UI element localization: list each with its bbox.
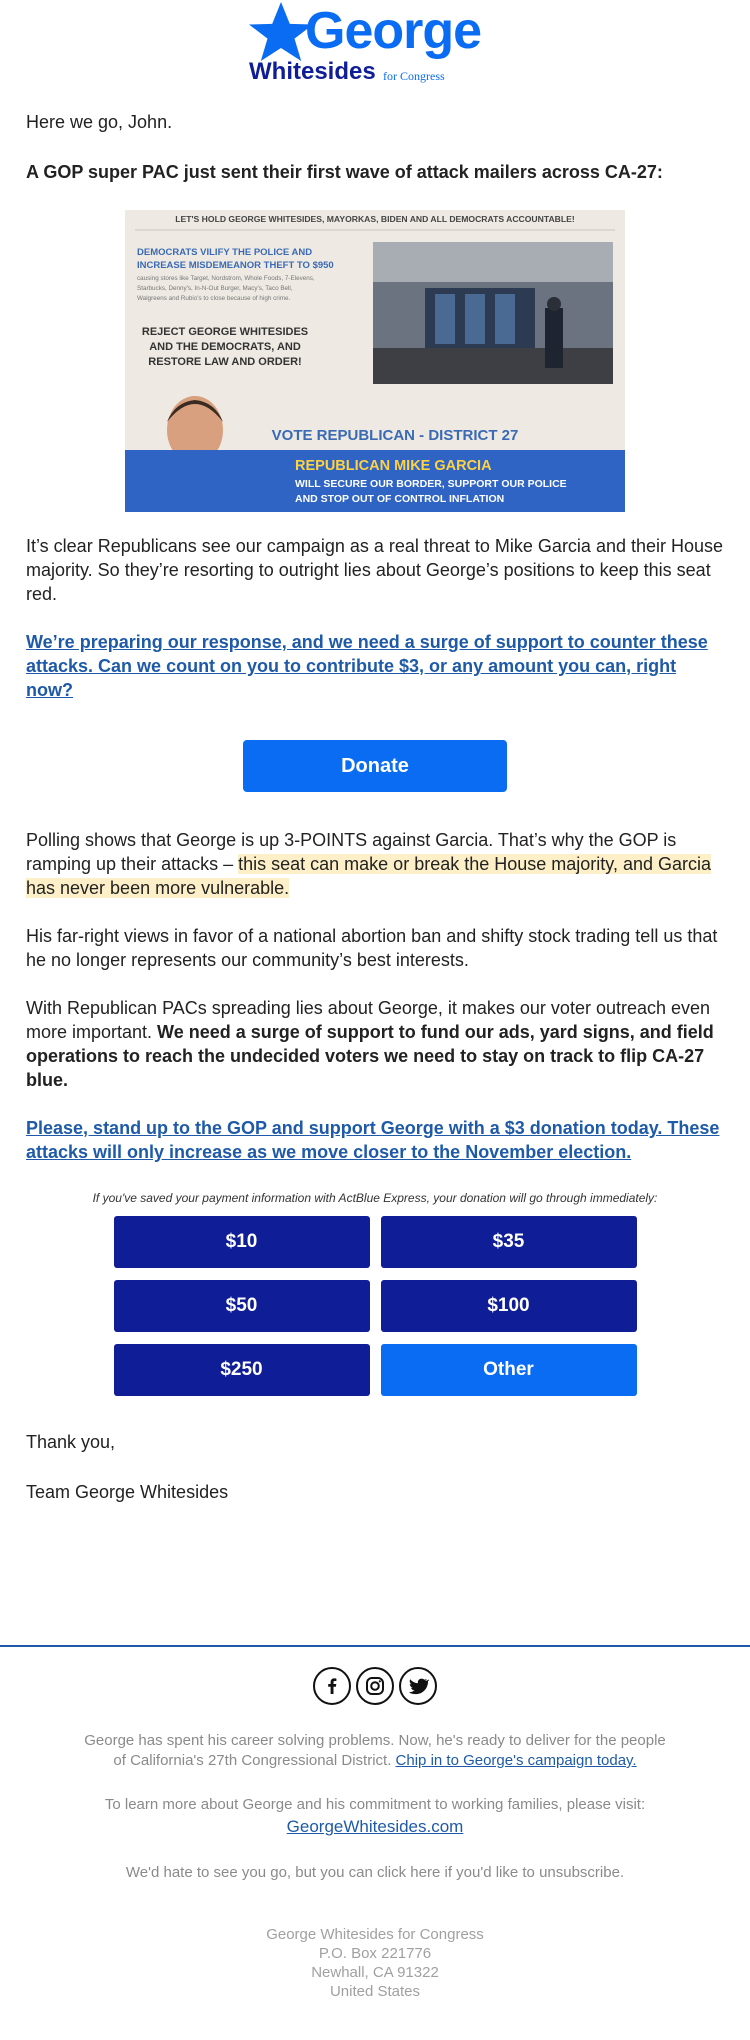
address-po-box: P.O. Box 221776 bbox=[318, 1945, 432, 1962]
address-city: Newhall, CA 91322 bbox=[311, 1964, 439, 1981]
logo-last-name: Whitesides bbox=[249, 58, 376, 85]
paragraph-polling bbox=[26, 828, 724, 900]
campaign-logo bbox=[0, 0, 750, 88]
amount-button-other[interactable]: Other bbox=[381, 1344, 637, 1396]
donation-appeal-link[interactable]: Please, stand up to the GOP and support George with a $3 donation today. These attacks will only increase as we move closer to the November election. bbox=[26, 1118, 720, 1162]
star-icon bbox=[249, 2, 313, 61]
amount-button-100[interactable]: $100 bbox=[381, 1280, 637, 1332]
amount-button-10[interactable]: $10 bbox=[114, 1216, 370, 1268]
logo-tagline: for Congress bbox=[383, 69, 445, 83]
chip-in-link[interactable]: Chip in to George's campaign today. bbox=[395, 1752, 637, 1769]
campaign-website-link[interactable]: GeorgeWhitesides.com bbox=[286, 1817, 464, 1836]
mailer-promise-1: WILL SECURE OUR BORDER, SUPPORT OUR POLICE bbox=[295, 478, 567, 490]
logo-first-name: George bbox=[305, 2, 482, 60]
contribute-link[interactable]: We’re preparing our response, and we need a surge of support to counter these attacks. Can we count on you to contribute $3, or any amount you can, right now? bbox=[26, 632, 708, 700]
email-footer bbox=[0, 1645, 750, 2001]
footer-about bbox=[0, 1731, 750, 1771]
mailer-candidate: REPUBLICAN MIKE GARCIA bbox=[295, 458, 492, 474]
signature: Team George Whitesides bbox=[26, 1482, 229, 1502]
mailer-reject-1: REJECT GEORGE WHITESIDES bbox=[141, 326, 309, 338]
paragraph-views: His far-right views in favor of a national abortion ban and shifty stock trading tell us that he no longer represents our community’s best interests. bbox=[26, 926, 718, 970]
mailer-headline-1: DEMOCRATS VILIFY THE POLICE AND bbox=[137, 247, 313, 258]
twitter-icon[interactable] bbox=[399, 1667, 437, 1705]
social-links bbox=[0, 1667, 750, 1705]
paragraph-outreach bbox=[26, 996, 724, 1092]
unsubscribe-text[interactable]: We'd hate to see you go, but you can click here if you'd like to unsubscribe. bbox=[125, 1864, 625, 1881]
address-org: George Whitesides for Congress bbox=[266, 1926, 484, 1943]
donation-amount-grid bbox=[26, 1216, 724, 1396]
mailer-small-2: Starbucks, Denny's, In-N-Out Burger, Macy's, Taco Bell, bbox=[137, 285, 293, 292]
mailer-reject-2: AND THE DEMOCRATS, AND bbox=[149, 341, 301, 353]
mailer-banner: LET'S HOLD GEORGE WHITESIDES, MAYORKAS, BIDEN AND ALL DEMOCRATS ACCOUNTABLE! bbox=[175, 214, 575, 224]
attack-mailer-image bbox=[125, 210, 625, 512]
donate-button[interactable]: Donate bbox=[243, 740, 507, 792]
logo-graphic bbox=[245, 0, 505, 86]
outreach-bold: We need a surge of support to fund our ads, yard signs, and field operations to reach the undecided voters we need to stay on track to flip CA-27 blue. bbox=[26, 1022, 714, 1090]
mailer-vote-line: VOTE REPUBLICAN - DISTRICT 27 bbox=[271, 427, 519, 444]
outreach-text: With Republican PACs spreading lies about George, it makes our voter outreach even more important. bbox=[26, 998, 711, 1042]
mailer-headline-2: INCREASE MISDEMEANOR THEFT TO $950 bbox=[137, 260, 334, 271]
mailer-small-1: causing stores like Target, Nordstrom, Whole Foods, 7-Elevens, bbox=[137, 275, 315, 282]
facebook-icon[interactable] bbox=[313, 1667, 351, 1705]
amount-button-50[interactable]: $50 bbox=[114, 1280, 370, 1332]
actblue-express-note: If you've saved your payment information with ActBlue Express, your donation will go through immediately: bbox=[92, 1191, 658, 1205]
store-photo bbox=[373, 242, 613, 384]
email-body bbox=[0, 110, 750, 1504]
amount-button-250[interactable]: $250 bbox=[114, 1344, 370, 1396]
closing-thanks: Thank you, bbox=[26, 1432, 116, 1452]
footer-learn-text: To learn more about George and his commitment to working families, please visit: bbox=[104, 1796, 646, 1813]
lead-statement: A GOP super PAC just sent their first wave of attack mailers across CA-27: bbox=[26, 162, 663, 182]
mailer-reject-3: RESTORE LAW AND ORDER! bbox=[148, 356, 302, 368]
mailer-promise-2: AND STOP OUT OF CONTROL INFLATION bbox=[295, 493, 505, 505]
amount-button-35[interactable]: $35 bbox=[381, 1216, 637, 1268]
footer-learn-more bbox=[0, 1795, 750, 1837]
polling-highlight: this seat can make or break the House majority, and Garcia has never been more vulnerable. bbox=[26, 854, 711, 898]
mailing-address bbox=[0, 1925, 750, 2001]
paragraph-threat: It’s clear Republicans see our campaign as a real threat to Mike Garcia and their House majority. So they’re resorting to outright lies about George’s positions to keep this seat red. bbox=[26, 536, 724, 604]
footer-about-text: George has spent his career solving problems. Now, he's ready to deliver for the people of California's 27th Congressional District. bbox=[84, 1732, 666, 1769]
polling-text: Polling shows that George is up 3-POINTS against Garcia. That’s why the GOP is ramping up their attacks – bbox=[26, 830, 677, 874]
instagram-icon[interactable] bbox=[356, 1667, 394, 1705]
greeting: Here we go, John. bbox=[26, 112, 173, 132]
address-country: United States bbox=[329, 1983, 421, 2000]
mailer-small-3: Walgreens and Rubio's to close because of high crime. bbox=[137, 295, 291, 302]
